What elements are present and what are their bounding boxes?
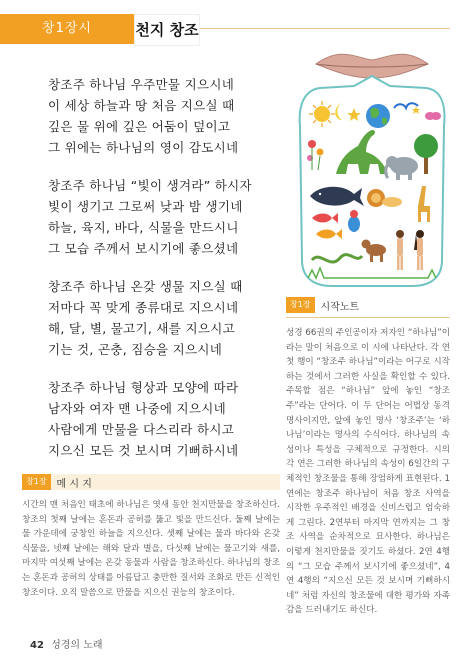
book-title: 성경의 노래 [51,640,103,651]
lyric-line: 지으신 모든 것 보시며 기뻐하시네 [48,443,239,458]
lyric-line: 그 위에는 하나님의 영이 감도시네 [48,140,239,155]
lyric-line: 하늘, 육지, 바다, 식물을 만드시니 [48,220,239,235]
section-title: 메 시 지 [56,478,92,490]
page-footer [30,636,103,651]
section-label [22,474,280,490]
section-tag: 창1장 [22,474,51,490]
message-section [22,474,280,600]
section-divider [286,317,450,318]
lyric-line: 창조주 하나님 “빛이 생겨라” 하시자 [48,178,252,193]
section-label [286,297,359,313]
chapter-tab: 창1장시 [0,14,134,44]
globe-icon [366,104,390,128]
lyric-line: 창조주 하나님 형상과 모양에 따라 [48,380,239,395]
lyric-line: 빛이 생기고 그로써 낮과 밤 생기네 [48,199,243,214]
writing-note-section [286,292,450,618]
stanza-2 [48,175,293,259]
section-title: 시작노트 [320,301,360,313]
stanza-4 [48,377,293,461]
lyric-line: 창조주 하나님 온갖 생물 지으실 때 [48,279,243,294]
poem-lyrics [48,74,293,478]
lyric-line: 깊은 물 위에 깊은 어둠이 덮이고 [48,119,231,134]
lyric-line: 이 세상 하늘과 땅 처음 지으실 때 [48,98,235,113]
lyric-line: 남자와 여자 맨 나중에 지으시네 [48,401,226,416]
creation-illustration [296,46,448,292]
stanza-1 [48,74,293,158]
message-body-text: 시간의 맨 처음인 태초에 하나님은 엿새 동안 천지만물을 창조하신다. 창조의 첫째 날에는 혼돈과 공허를 뚫고 빛을 만드신다. 둘째 날에는 물 가운데에 궁창인 하늘을 지으신다. 셋째 날에는 물과 바다와 온갖 식물을, 넷째 날에는 해와 달과 별을, 다섯째 날에는 물고기와 새를, 마지막 여섯째 날에는 온갖 동물과 사람을 창조하신다. 하나님의 창조는 혼돈과 공허의 상태를 아름답고 충만한 질서와 조화로 만든 신적인 창조이다. 오직 말씀으로 만물을 지으신 권능의 창조이다. [22,500,280,598]
section-tag: 창1장 [286,297,315,313]
stanza-3 [48,276,293,360]
lyric-line: 해, 달, 별, 물고기, 새를 지으시고 [48,321,235,336]
note-body-text: 성경 66권의 주인공이자 저자인 “하나님”이라는 말이 처음으로 이 시에 나타난다. 각 연 첫 행이 “창조주 하나님”이라는 어구로 시작하는 것에서 그러한 사실을 확인할 수 있다. 주목할 점은 “하나님” 앞에 놓인 “창조주”라는 단어다. 이 두 단어는 어법상 동격 명사이지만, 앞에 놓인 명사 ‘창조주’는 ‘하나님’이라는 명사의 수식어다. 하나님의 속성이나 특성을 구체적으로 규정한다. 시의 각 연은 그러한 하나님의 속성이 6일간의 구체적인 창조물을 통해 장엄하게 표현된다. 1연에는 창조주 하나님이 처음 창조 사역을 시작한 우주적인 배경을 신비스럽고 엄숙하게 그린다. 2연부터 마지막 연까지는 그 창조 사역을 순차적으로 묘사한다. 하나님은 이렇게 천지만물을 짓기도 하셨다. 2연 4행의 “그 모습 주께서 보시기에 좋으셨네”, 4연 4행의 “지으신 모든 것 보시며 기뻐하시네” 처럼 자신의 창조물에 대한 평가와 자족감을 드러내기도 하신다. [286,328,450,616]
lyric-line: 저마다 꼭 맞게 종류대로 지으시네 [48,300,239,315]
lips-icon [316,54,428,78]
lyric-line: 사람에게 만물을 다스리라 하시고 [48,422,235,437]
lyric-line: 그 모습 주께서 보시기에 좋으셨네 [48,241,239,256]
lyric-line: 창조주 하나님 우주만물 지으시네 [48,77,235,92]
header-divider [200,28,450,29]
page-number: 42 [30,640,44,651]
page-title: 천지 창조 [134,14,200,46]
lyric-line: 기는 것, 곤충, 짐승을 지으시네 [48,342,223,357]
butterfly-icon [425,112,441,120]
